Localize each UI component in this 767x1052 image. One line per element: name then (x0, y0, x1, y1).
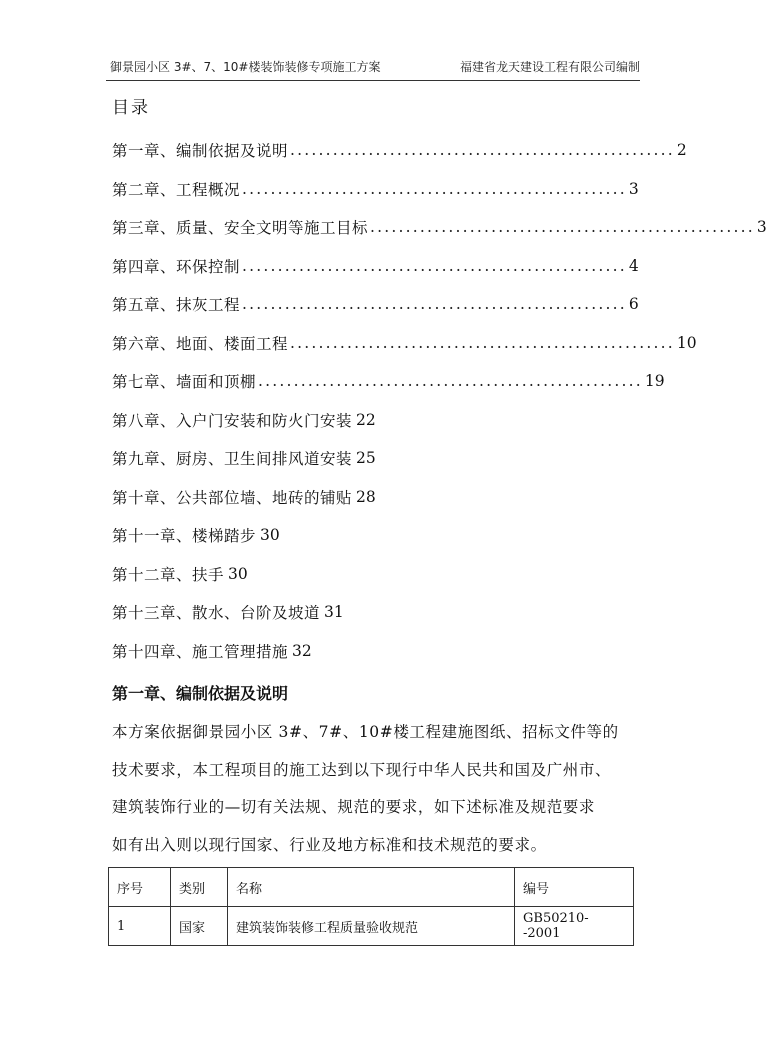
header-cell-code: 编号 (515, 868, 634, 907)
toc-entry-label: 第七章、墙面和顶棚 (112, 373, 257, 392)
toc-entry[interactable] (112, 324, 697, 363)
toc-entry-label: 第十一章、楼梯踏步 (112, 527, 257, 546)
toc-entry-page: 6 (628, 295, 639, 314)
toc-entry-label: 第二章、工程概况 (112, 180, 241, 199)
toc-leader-dots: ...................................................... (242, 256, 627, 275)
table-header-row (109, 868, 634, 907)
toc-entry-page: 3 (628, 179, 639, 198)
toc-entry[interactable] (112, 170, 639, 209)
toc-entry[interactable] (112, 247, 639, 286)
toc-leader-dots: ...................................................... (242, 295, 627, 314)
toc-entry-page: 2 (676, 141, 687, 160)
toc-entry[interactable] (112, 285, 639, 324)
standards-table (108, 867, 634, 946)
header-document-title: 御景园小区 3#、7、10#楼装饰装修专项施工方案 (110, 59, 381, 74)
body-line: 建筑装饰行业的—切有关法规、规范的要求，如下述标准及规范要求 (112, 798, 596, 816)
toc-entry[interactable] (112, 362, 665, 401)
toc-entry[interactable] (112, 516, 632, 555)
toc-entry-page: 3 (756, 218, 767, 237)
header-cell-index: 序号 (109, 868, 171, 907)
toc-entry-label: 第八章、入户门安装和防火门安装 (112, 411, 353, 430)
toc-title: 目录 (112, 98, 150, 118)
toc-entry-page: 30 (260, 526, 280, 545)
table-row (109, 907, 634, 946)
toc-entry-page: 19 (644, 372, 665, 391)
toc-entry[interactable] (112, 401, 632, 440)
toc-leader-dots: ...................................................... (242, 179, 627, 198)
toc-entry-page: 28 (356, 487, 376, 506)
toc-leader-dots: ...................................................... (290, 333, 675, 352)
header-rule (106, 80, 640, 81)
toc-entry[interactable] (112, 439, 632, 478)
toc-entry-label: 第五章、抹灰工程 (112, 296, 241, 315)
header-company: 福建省龙天建设工程有限公司编制 (459, 59, 640, 74)
toc-entry[interactable] (112, 632, 632, 671)
toc-entry-label: 第九章、厨房、卫生间排风道安装 (112, 450, 353, 469)
toc-entry[interactable] (112, 208, 767, 247)
section-body (112, 714, 638, 864)
table-cell: 国家 (171, 907, 228, 946)
body-line: 本方案依据御景园小区 3#、7#、10#楼工程建施图纸、招标文件等的 (112, 723, 619, 741)
section-heading: 第一章、编制依据及说明 (112, 684, 289, 703)
toc-entry-label: 第六章、地面、楼面工程 (112, 334, 289, 353)
toc-leader-dots: ...................................................... (290, 141, 675, 160)
toc-entry[interactable] (112, 131, 687, 170)
table-cell: 1 (109, 907, 171, 946)
toc-entry-page: 32 (292, 641, 312, 660)
toc-entry-label: 第十二章、扶手 (112, 565, 225, 584)
toc-leader-dots: ...................................................... (370, 218, 755, 237)
toc-entry-page: 30 (228, 564, 248, 583)
toc-entry-label: 第十三章、散水、台阶及坡道 (112, 604, 321, 623)
toc-entry-page: 22 (356, 410, 376, 429)
toc-entry-label: 第三章、质量、安全文明等施工目标 (112, 219, 369, 238)
toc-entry[interactable] (112, 478, 632, 517)
header-cell-category: 类别 (171, 868, 228, 907)
toc-entry[interactable] (112, 555, 632, 594)
header-cell-name: 名称 (228, 868, 515, 907)
body-line: 技术要求，本工程项目的施工达到以下现行中华人民共和国及广州市、 (112, 760, 612, 779)
body-line: 如有出入则以现行国家、行业及地方标准和技术规范的要求。 (112, 835, 547, 854)
toc-entry[interactable] (112, 593, 632, 632)
table-of-contents (112, 131, 767, 670)
toc-entry-page: 10 (676, 333, 697, 352)
toc-entry-label: 第一章、编制依据及说明 (112, 142, 289, 161)
toc-entry-label: 第四章、环保控制 (112, 257, 241, 276)
toc-entry-label: 第十四章、施工管理措施 (112, 642, 289, 661)
toc-entry-page: 4 (628, 256, 639, 275)
toc-leader-dots: ...................................................... (258, 372, 643, 391)
page-header (110, 55, 640, 77)
table-cell: GB50210--2001 (515, 907, 634, 946)
toc-entry-label: 第十章、公共部位墙、地砖的铺贴 (112, 488, 353, 507)
toc-entry-page: 31 (324, 603, 344, 622)
toc-entry-page: 25 (356, 449, 376, 468)
table-cell: 建筑装饰装修工程质量验收规范 (228, 907, 515, 946)
